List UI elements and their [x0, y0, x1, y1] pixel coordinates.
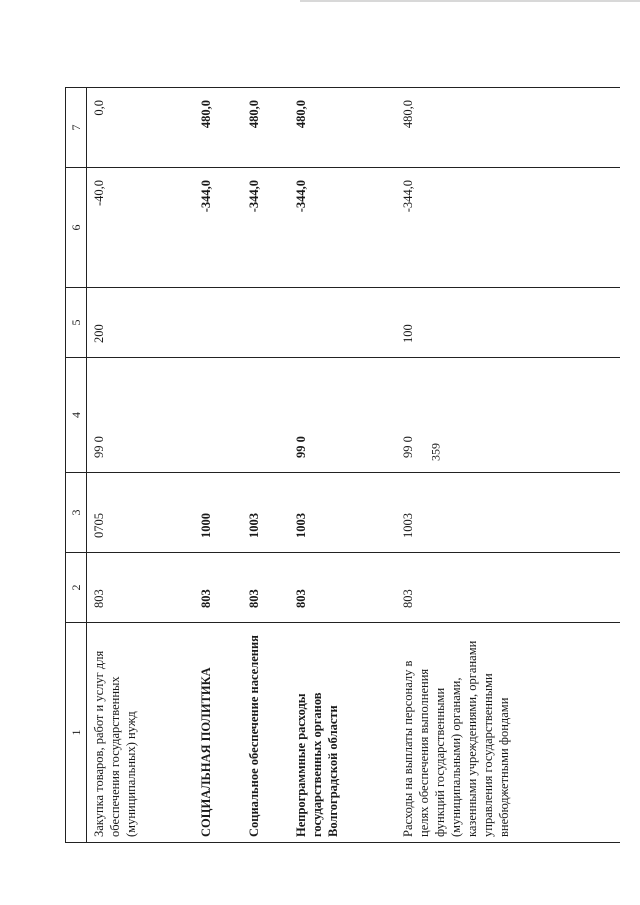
row-name: Непрограммные расходы государственных органов Волгоградской области	[289, 623, 396, 843]
row-col-3: 1000	[194, 473, 242, 553]
header-col-6: 6	[66, 168, 87, 288]
row-col-6: -344,0	[242, 168, 290, 288]
header-col-7: 7	[66, 88, 87, 168]
row-col-4	[194, 358, 242, 473]
table-row	[194, 88, 242, 843]
rotated-page-content	[65, 88, 640, 837]
row-col-5: 100	[396, 288, 620, 358]
row-col-6: -344,0	[289, 168, 396, 288]
header-col-4: 4	[66, 358, 87, 473]
header-col-2: 2	[66, 553, 87, 623]
row-col-4	[242, 358, 290, 473]
header-col-3: 3	[66, 473, 87, 553]
row-col-7: 480,0	[289, 88, 396, 168]
row-col-6: -40,0	[87, 168, 194, 288]
row-col-3: 0705	[87, 473, 194, 553]
page-number: 359	[428, 443, 443, 461]
row-col-4: 99 0	[289, 358, 396, 473]
row-col-7: 480,0	[242, 88, 290, 168]
budget-table	[65, 87, 620, 843]
header-col-5: 5	[66, 288, 87, 358]
row-col-3: 1003	[396, 473, 620, 553]
row-name: СОЦИАЛЬНАЯ ПОЛИТИКА	[194, 623, 242, 843]
row-col-3: 1003	[289, 473, 396, 553]
row-name: Закупка товаров, работ и услуг для обеспечения государственных (муниципальных) нужд	[87, 623, 194, 843]
table-row	[242, 88, 290, 843]
row-col-5	[289, 288, 396, 358]
row-col-2: 803	[289, 553, 396, 623]
row-col-7: 480,0	[194, 88, 242, 168]
row-col-2: 803	[242, 553, 290, 623]
row-col-6: -344,0	[194, 168, 242, 288]
row-col-3: 1003	[242, 473, 290, 553]
row-col-7: 480,0	[396, 88, 620, 168]
row-col-5	[194, 288, 242, 358]
row-col-4: 99 0	[396, 358, 620, 473]
row-col-4: 99 0	[87, 358, 194, 473]
row-col-5	[242, 288, 290, 358]
table-row	[87, 88, 194, 843]
header-col-1: 1	[66, 623, 87, 843]
row-name: Расходы на выплаты персоналу в целях обеспечения выполнения функций государственными (муниципальными) органами, казенными учреждениями, органами управления государственными внебюджетными фондами	[396, 623, 620, 843]
row-col-5: 200	[87, 288, 194, 358]
header-row	[66, 88, 87, 843]
row-col-2: 803	[87, 553, 194, 623]
row-col-2: 803	[396, 553, 620, 623]
row-col-2: 803	[194, 553, 242, 623]
row-col-6: -344,0	[396, 168, 620, 288]
table-row	[289, 88, 396, 843]
top-rule	[300, 0, 640, 2]
row-col-7: 0,0	[87, 88, 194, 168]
row-name: Социальное обеспечение населения	[242, 623, 290, 843]
table-row	[396, 88, 620, 843]
